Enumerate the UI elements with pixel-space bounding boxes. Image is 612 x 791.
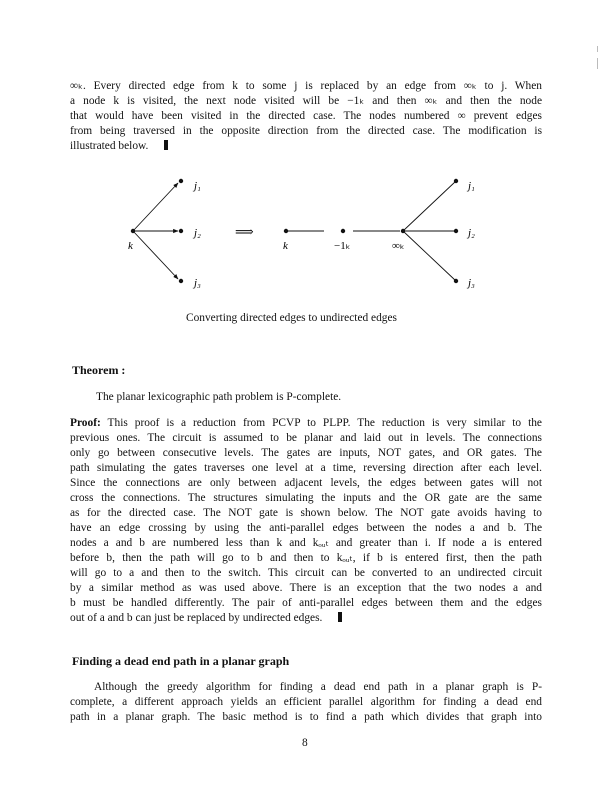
directed-edge-j3 [133,231,178,279]
text-line: nodes a and b are numbered less than k and kₒᵤₜ and greater than i. If node a is entered [70,537,542,549]
node-k [284,229,288,233]
node-k [131,229,135,233]
label-j2: j₂ [468,227,475,239]
figure-caption: Converting directed edges to undirected edges [186,312,397,324]
text-line: Although the greedy algorithm for finding a dead end path in a planar graph is P- [94,681,542,693]
text-line: b must be handled differently. The pair of anti-parallel edges between them and the edges [70,597,542,609]
node-j3 [179,279,183,283]
text-line: a node k is visited, the next node visited will be −1ₖ and then ∞ₖ and then the node [70,95,542,107]
text-line-content: illustrated below. [70,140,149,152]
section-heading: Finding a dead end path in a planar graph [72,654,290,668]
text-line: path in a planar graph. The basic method is to find a path which divides that graph into [70,711,542,723]
text-line: complete, a different approach yields an efficient parallel algorithm for finding a dead end [70,696,542,708]
section-paragraph [70,680,542,725]
text-line: path simulating the gates traverses one level at a time, reversing direction after each level. [70,462,542,474]
text-line [70,416,542,431]
text-line-content: This proof is a reduction from PCVP to PLPP. The reduction is very similar to the [100,417,542,429]
implies-arrow: ⟹ [235,225,254,240]
edge-inf-j1 [403,181,456,231]
qed-mark [338,612,342,622]
text-line: that would have been visited in the directed case. The nodes numbered ∞ prevent edges [70,110,542,122]
node-j2 [454,229,458,233]
undirected-graph [283,179,475,289]
text-line: as for the directed case. The NOT gate is shown below. The NOT gate avoids having to [70,507,542,519]
text-line: Since the connections are only between adjacent levels, the edges between gates will not [70,477,542,489]
text-line: from being traversed in the opposite direction from the directed case. The modification is [70,125,542,137]
node-inf-k [401,229,405,233]
conversion-figure [0,0,612,300]
text-line [70,611,542,626]
text-line: will go to a and then to the switch. This circuit can be converted to an undirected circuit [70,567,542,579]
node-minus1-k [341,229,345,233]
text-line: The planar lexicographic path problem is P-complete. [96,391,342,403]
theorem-heading: Theorem : [72,363,126,377]
label-j2: j₂ [194,227,201,239]
theorem-statement [96,390,542,405]
label-inf-k: ∞ₖ [392,240,405,252]
text-line: cross the connections. The structures simulating the inputs and the OR gate are the same [70,492,542,504]
proof-label: Proof: [70,417,101,429]
label-k: k [128,240,133,252]
text-line: previous ones. The circuit is assumed to be planar and laid out in levels. The connections [70,432,542,444]
text-line: only go between consecutive levels. The gates are inputs, NOT gates, and OR gates. The [70,447,542,459]
node-j1 [454,179,458,183]
label-j1: j₁ [468,180,475,192]
text-line-content: out of a and b can just be replaced by undirected edges. [70,612,323,624]
text-line: have an edge crossing by using the anti-parallel edges between the nodes a and b. The [70,522,542,534]
directed-graph [128,179,201,289]
text-line: before b, then the path will go to b and then to kₒᵤₜ, if b is entered first, then the path [70,552,542,564]
node-j2 [179,229,183,233]
label-j3: j₃ [194,277,201,289]
directed-edge-j1 [133,183,178,231]
label-k: k [283,240,288,252]
page-number: 8 [302,737,308,749]
label-j1: j₁ [194,180,201,192]
scan-artifact [597,46,598,52]
text-line: ∞ₖ. Every directed edge from k to some j is replaced by an edge from ∞ₖ to j. When [70,80,542,92]
edge-inf-j3 [403,231,456,281]
label-j3: j₃ [468,277,475,289]
scan-artifact [597,58,598,69]
proof-paragraph [70,416,542,626]
text-line: by a similar method as was used above. There is an exception that the two nodes a and [70,582,542,594]
node-j1 [179,179,183,183]
node-j3 [454,279,458,283]
label-minus1-k: −1ₖ [334,240,351,252]
